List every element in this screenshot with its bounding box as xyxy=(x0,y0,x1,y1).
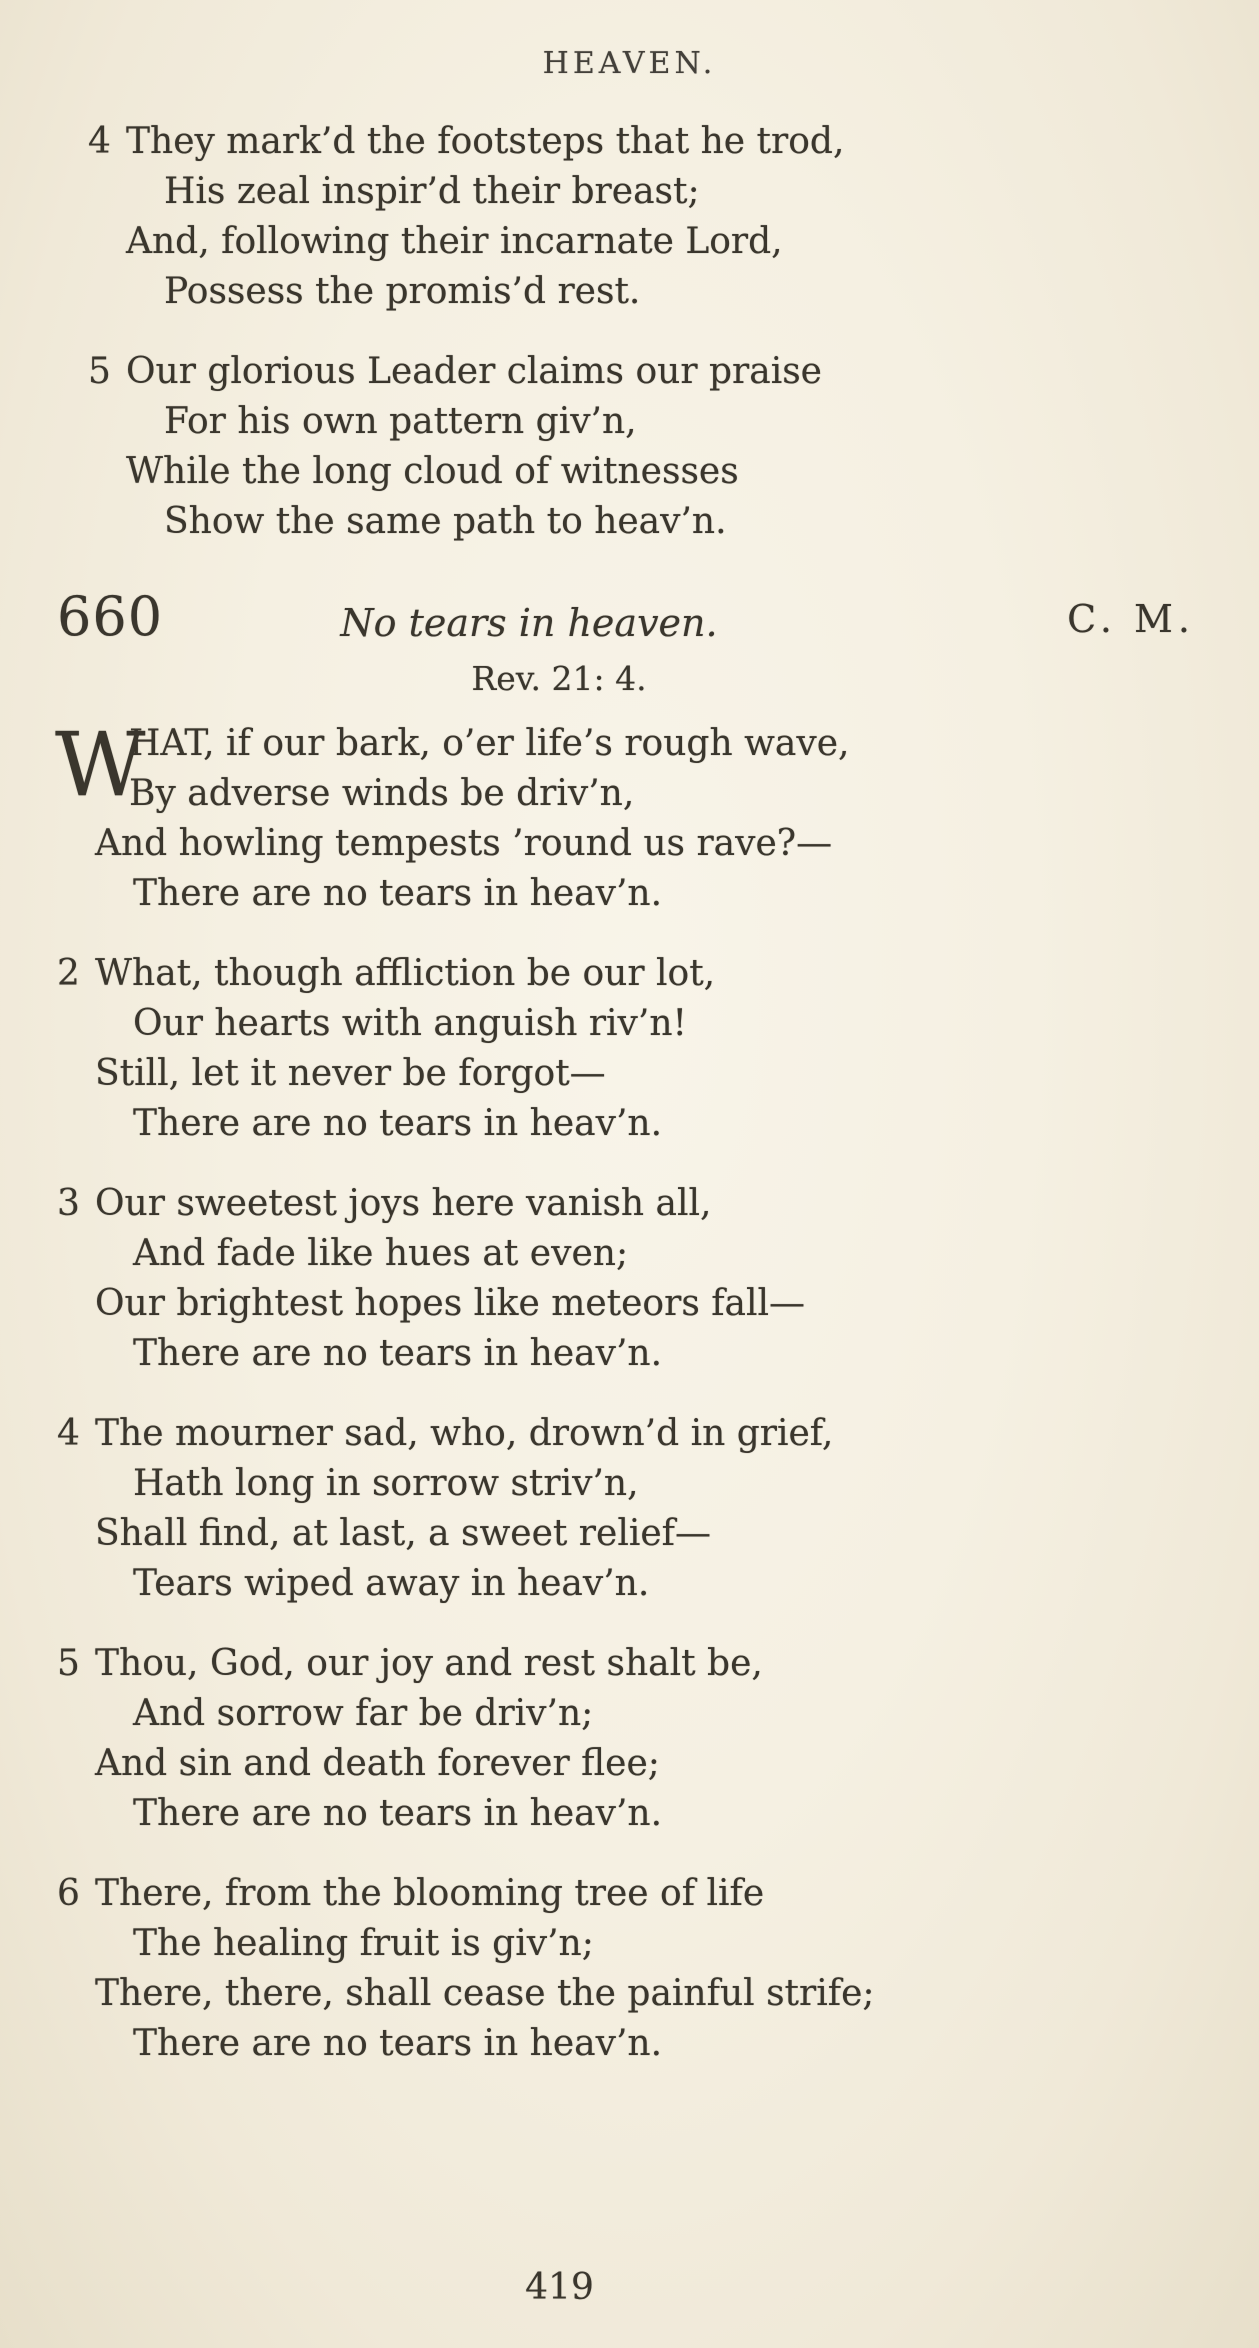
verse-line: For his own pattern giv’n, xyxy=(164,401,637,442)
verse-line: The healing fruit is giv’n; xyxy=(133,1923,594,1964)
verse-line: The mourner sad, who, drown’d in grief, xyxy=(95,1413,834,1454)
verse-line: There are no tears in heav’n. xyxy=(133,1333,663,1374)
verse-line: Possess the promis’d rest. xyxy=(164,271,641,312)
page-number: 419 xyxy=(525,2267,594,2308)
verse-line: There are no tears in heav’n. xyxy=(133,1793,663,1834)
verse-line: And sorrow far be driv’n; xyxy=(133,1693,594,1734)
hymn-verse xyxy=(57,949,1201,1149)
hymn-verse xyxy=(57,1869,1201,2069)
scripture-reference: Rev. 21: 4. xyxy=(471,659,647,698)
hymn-verse xyxy=(88,347,1195,547)
verse-line: HAT, if our bark, o’er life’s rough wave, xyxy=(129,723,850,764)
verse-line: There, from the blooming tree of life xyxy=(95,1873,765,1914)
verse-number: 6 xyxy=(57,1873,80,1914)
verse-line: Our sweetest joys here vanish all, xyxy=(95,1183,712,1224)
hymn-verse xyxy=(88,117,1195,317)
hymn-660-section xyxy=(55,585,1201,2069)
verse-number: 5 xyxy=(57,1643,80,1684)
drop-cap: W xyxy=(55,713,146,816)
verse-line: Our glorious Leader claims our praise xyxy=(126,351,822,392)
hymn-verse xyxy=(57,1639,1201,1839)
verse-line: Hath long in sorrow striv’n, xyxy=(133,1463,639,1504)
verse-number: 5 xyxy=(88,351,111,392)
verse-line: What, though affliction be our lot, xyxy=(95,953,716,994)
hymn-header xyxy=(57,585,1201,657)
verse-number: 4 xyxy=(88,121,111,162)
verse-line: There, there, shall cease the painful strife; xyxy=(95,1973,875,2014)
verse-line: And fade like hues at even; xyxy=(133,1233,629,1274)
verse-line: Show the same path to heav’n. xyxy=(164,501,727,542)
verse-line: Tears wiped away in heav’n. xyxy=(133,1563,650,1604)
verse-line: Shall find, at last, a sweet relief— xyxy=(95,1513,711,1554)
verse-line: They mark’d the footsteps that he trod, xyxy=(126,121,845,162)
verse-line: Thou, God, our joy and rest shalt be, xyxy=(95,1643,763,1684)
verse-line: And sin and death forever flee; xyxy=(95,1743,660,1784)
verse-line: There are no tears in heav’n. xyxy=(133,873,663,914)
hymn-title: No tears in heaven. xyxy=(340,601,718,645)
hymn-verse xyxy=(57,1409,1201,1609)
verse-line: And howling tempests ’round us rave?— xyxy=(95,823,833,864)
verse-line: And, following their incarnate Lord, xyxy=(126,221,783,262)
verse-number: 2 xyxy=(57,953,80,994)
verse-line: His zeal inspir’d their breast; xyxy=(164,171,700,212)
previous-hymn-continued-verses xyxy=(88,117,1195,547)
verse-line: Still, let it never be forgot— xyxy=(95,1053,606,1094)
verse-line: Our hearts with anguish riv’n! xyxy=(133,1003,687,1044)
verse-number: 4 xyxy=(57,1413,80,1454)
verse-line: There are no tears in heav’n. xyxy=(133,1103,663,1144)
hymn-verse xyxy=(55,713,1201,919)
verse-line: There are no tears in heav’n. xyxy=(133,2023,663,2064)
running-header: HEAVEN. xyxy=(542,46,717,81)
hymn-verses xyxy=(55,713,1201,2069)
hymn-meter: C. M. xyxy=(1067,597,1195,641)
verse-line: While the long cloud of witnesses xyxy=(126,451,739,492)
hymn-verse xyxy=(57,1179,1201,1379)
verse-line: By adverse winds be driv’n, xyxy=(129,773,635,814)
hymn-number: 660 xyxy=(57,585,164,648)
verse-number: 3 xyxy=(57,1183,80,1224)
verse-line: Our brightest hopes like meteors fall— xyxy=(95,1283,806,1324)
